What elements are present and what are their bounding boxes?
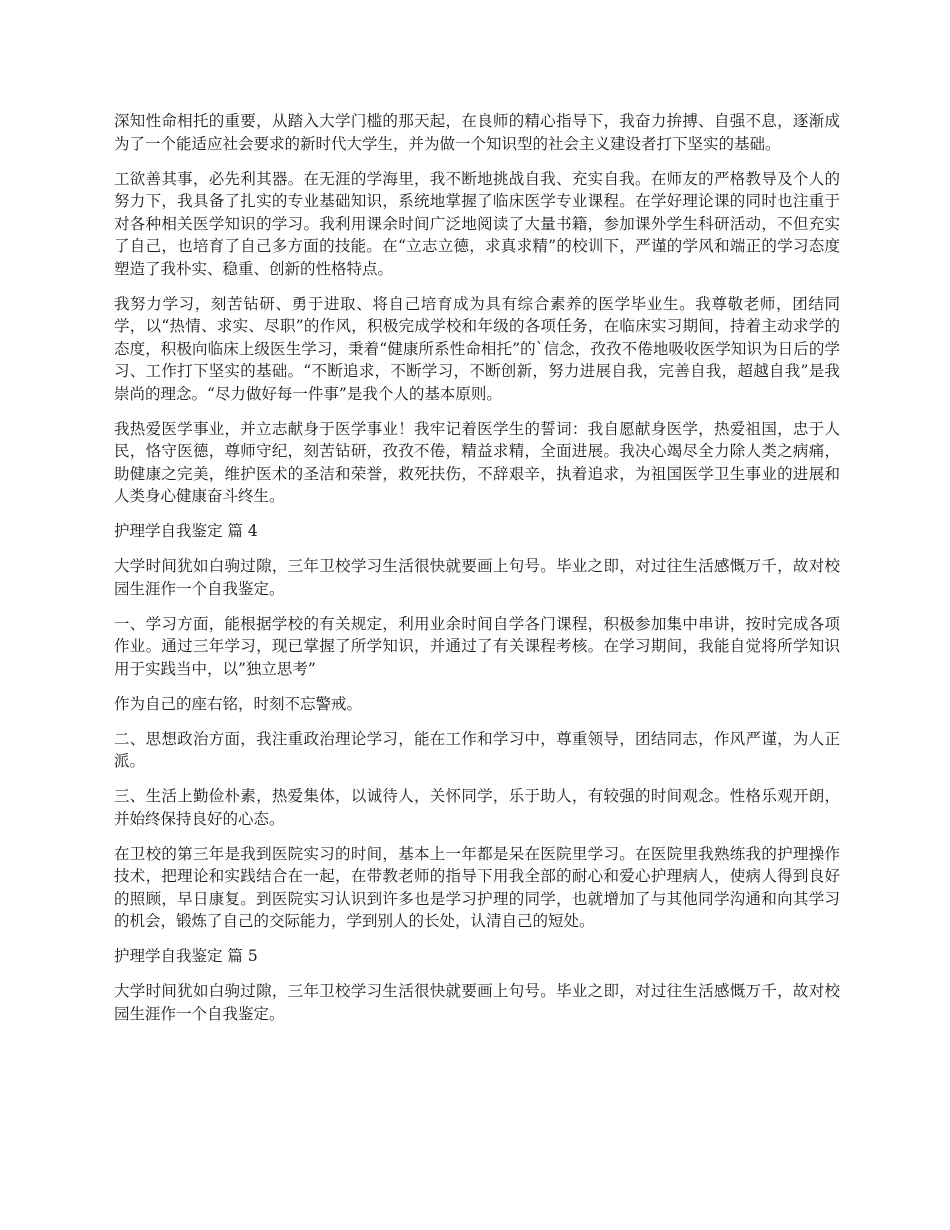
section-heading-4: 护理学自我鉴定 篇 4 (114, 522, 258, 540)
paragraph-s4-learning: 一、学习方面，能根据学校的有关规定，利用业余时间自学各门课程，积极参加集中串讲，按时完成各项作业。通过三年学习，现已掌握了所学知识，并通过了有关课程考核。在学习期间，我能自觉将所学知识用于实践当中，以”独立思考” (114, 614, 840, 678)
document-page (114, 110, 840, 1038)
paragraph-study: 工欲善其事，必先利其器。在无涯的学海里，我不断地挑战自我、充实自我。在师友的严格教导及个人的努力下，我具备了扎实的专业基础知识，系统地掌握了临床医学专业课程。在学好理论课的同时也注重于对各种相关医学知识的学习。我利用课余时间广泛地阅读了大量书籍，参加课外学生科研活动，不但充实了自己，也培育了自己多方面的技能。在“立志立德，求真求精”的校训下，严谨的学风和端正的学习态度塑造了我朴实、稳重、创新的性格特点。 (114, 169, 840, 278)
paragraph-effort: 我努力学习，刻苦钻研、勇于进取、将自己培育成为具有综合素养的医学毕业生。我尊敬老师，团结同学，以“热情、求实、尽职”的作风，积极完成学校和年级的各项任务，在临床实习期间，持着主动求学的态度，积极向临床上级医生学习，秉着“健康所系性命相托”的`信念，孜孜不倦地吸收医学知识为日后的学习、工作打下坚实的基础。“不断追求，不断学习，不断创新，努力进展自我，完善自我，超越自我”是我崇尚的理念。“尽力做好每一件事”是我个人的基本原则。 (114, 294, 840, 403)
section-heading-5: 护理学自我鉴定 篇 5 (114, 947, 258, 965)
paragraph-s5-intro: 大学时间犹如白驹过隙，三年卫校学习生活很快就要画上句号。毕业之即，对过往生活感慨万千，故对校园生涯作一个自我鉴定。 (114, 982, 840, 1023)
paragraph-oath: 我热爱医学事业，并立志献身于医学事业！我牢记着医学生的誓词：我自愿献身医学，热爱祖国，忠于人民，恪守医德，尊师守纪，刻苦钻研，孜孜不倦，精益求精，全面进展。我决心竭尽全力除人类之病痛，助健康之完美，维护医术的圣洁和荣誉，救死扶伤，不辞艰辛，执着追求，为祖国医学卫生事业的进展和人类身心健康奋斗终生。 (114, 419, 840, 505)
paragraph-s4-intro: 大学时间犹如白驹过隙，三年卫校学习生活很快就要画上句号。毕业之即，对过往生活感慨万千，故对校园生涯作一个自我鉴定。 (114, 557, 840, 598)
paragraph-intro: 深知性命相托的重要，从踏入大学门槛的那天起，在良师的精心指导下，我奋力拚搏、自强不息，逐渐成为了一个能适应社会要求的新时代大学生，并为做一个知识型的社会主义建设者打下坚实的基础。 (114, 112, 840, 153)
paragraph-s4-motto: 作为自己的座右铭，时刻不忘警戒。 (114, 694, 363, 713)
paragraph-s4-life: 三、生活上勤俭朴素，热爱集体，以诚待人，关怀同学，乐于助人，有较强的时间观念。性格乐观开朗， 并始终保持良好的心态。 (114, 787, 840, 828)
paragraph-s4-politics: 二、思想政治方面，我注重政治理论学习，能在工作和学习中，尊重领导，团结同志，作风严谨，为人正派。 (114, 729, 840, 770)
paragraph-s4-internship: 在卫校的第三年是我到医院实习的时间，基本上一年都是呆在医院里学习。在医院里我熟练我的护理操作技术，把理论和实践结合在一起，在带教老师的指导下用我全部的耐心和爱心护理病人，使病人得到良好的照顾，早日康复。到医院实习认识到许多也是学习护理的同学，也就增加了与其他同学沟通和向其学习的机会，锻炼了自己的交际能力，学到别人的长处，认清自己的短处。 (114, 844, 840, 930)
